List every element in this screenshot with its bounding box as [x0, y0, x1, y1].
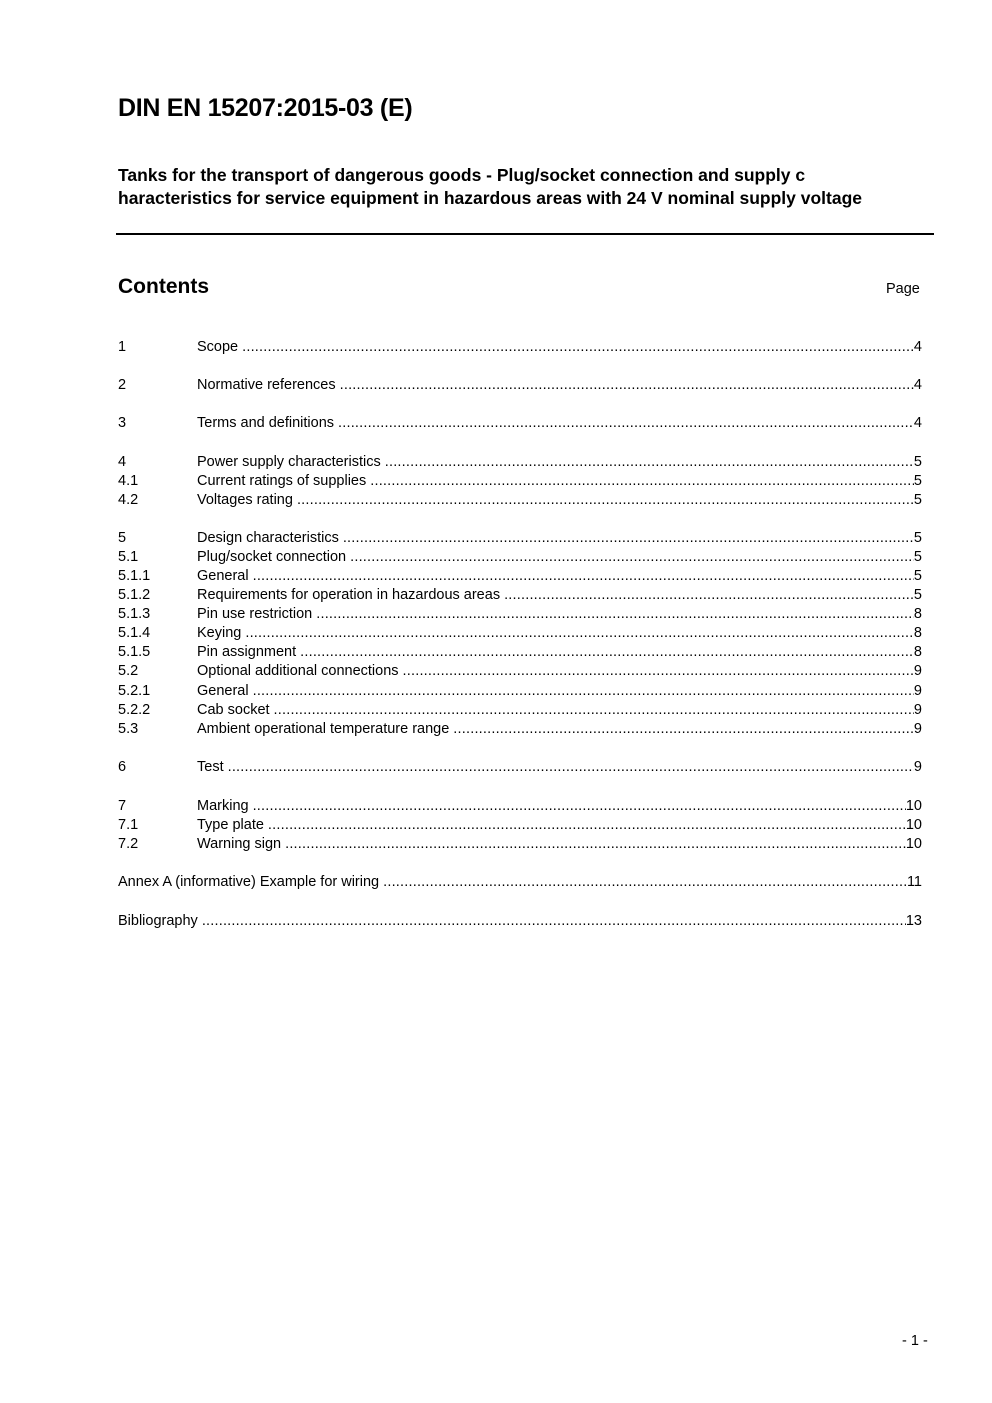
toc-dot-leader — [202, 913, 906, 929]
toc-entry-number: 7.1 — [118, 817, 139, 833]
toc-dot-leader — [370, 473, 914, 489]
toc-entry-title: Requirements for operation in hazardous areas — [197, 587, 501, 603]
toc-entry-number: 5 — [118, 530, 127, 546]
toc-entry-number: 5.1.2 — [118, 587, 151, 603]
toc-entry-title: Current ratings of supplies — [197, 473, 367, 489]
toc-dot-leader — [383, 874, 907, 890]
toc-entry-title: Plug/socket connection — [197, 549, 347, 565]
toc-entry[interactable] — [118, 644, 922, 663]
toc-entry[interactable] — [118, 492, 922, 511]
toc-dot-leader — [242, 339, 914, 355]
toc-entry-title: Cab socket — [197, 702, 270, 718]
toc-dot-leader — [274, 702, 914, 718]
toc-entry-page: 5 — [913, 568, 922, 584]
toc-entry[interactable] — [118, 606, 922, 625]
toc-dot-leader — [253, 568, 914, 584]
toc-entry-title: Keying — [197, 625, 242, 641]
toc-entry[interactable] — [118, 587, 922, 606]
toc-entry-number: 4 — [118, 454, 127, 470]
toc-entry-title: Pin assignment — [197, 644, 297, 660]
toc-entry[interactable] — [118, 683, 922, 702]
toc-entry-number: 5.1.5 — [118, 644, 151, 660]
toc-entry-number: 7 — [118, 798, 127, 814]
title-divider — [116, 233, 934, 235]
toc-entry-title: Design characteristics — [197, 530, 339, 546]
toc-entry[interactable] — [118, 759, 922, 778]
document-title: Tanks for the transport of dangerous goods - Plug/socket connection and supply c haracteristics for service equipment in hazardous areas with 24 V nominal supply voltage — [118, 165, 862, 208]
document-id: DIN EN 15207:2015-03 (E) — [118, 94, 413, 122]
toc-dot-leader — [350, 549, 914, 565]
toc-entry-page: 4 — [913, 415, 922, 431]
toc-dot-leader — [385, 454, 914, 470]
toc-entry-title: Annex A (informative) Example for wiring — [118, 874, 380, 890]
toc-entry-number: 2 — [118, 377, 127, 393]
toc-entry-title: Type plate — [197, 817, 264, 833]
toc-dot-leader — [338, 415, 914, 431]
toc-entry-number: 1 — [118, 339, 127, 355]
toc-entry-title: Bibliography — [118, 913, 198, 929]
toc-entry-page: 9 — [913, 663, 922, 679]
toc-entry[interactable] — [118, 625, 922, 644]
toc-entry-title: Optional additional connections — [197, 663, 399, 679]
toc-entry-title: Marking — [197, 798, 249, 814]
toc-dot-leader — [340, 377, 914, 393]
toc-entry[interactable] — [118, 817, 922, 836]
toc-entry[interactable] — [118, 454, 922, 473]
toc-entry-page: 5 — [913, 492, 922, 508]
toc-dot-leader — [316, 606, 914, 622]
toc-entry-title: Voltages rating — [197, 492, 293, 508]
toc-entry-page: 10 — [905, 836, 922, 852]
toc-entry-page: 10 — [905, 798, 922, 814]
toc-entry[interactable] — [118, 702, 922, 721]
toc-dot-leader — [343, 530, 914, 546]
toc-entry-number: 5.2 — [118, 663, 139, 679]
toc-entry-number: 5.1.3 — [118, 606, 151, 622]
toc-entry-page: 5 — [913, 454, 922, 470]
toc-entry[interactable] — [118, 530, 922, 549]
toc-entry-page: 9 — [913, 683, 922, 699]
toc-entry-page: 11 — [906, 874, 922, 890]
toc-entry[interactable] — [118, 339, 922, 358]
toc-entry-bibliography[interactable] — [118, 913, 922, 932]
toc-entry-page: 9 — [913, 759, 922, 775]
toc-entry-page: 5 — [913, 587, 922, 603]
toc-entry-number: 5.1.1 — [118, 568, 151, 584]
toc-entry-title: Pin use restriction — [197, 606, 313, 622]
toc-entry-title: Normative references — [197, 377, 336, 393]
toc-entry-page: 13 — [905, 913, 922, 929]
toc-dot-leader — [297, 492, 914, 508]
toc-dot-leader — [285, 836, 906, 852]
toc-entry-title: Ambient operational temperature range — [197, 721, 450, 737]
toc-dot-leader — [504, 587, 914, 603]
toc-entry[interactable] — [118, 836, 922, 855]
toc-entry-page: 8 — [913, 625, 922, 641]
contents-heading: Contents — [118, 275, 209, 298]
toc-entry-page: 5 — [913, 530, 922, 546]
toc-entry-number: 6 — [118, 759, 127, 775]
toc-entry-number: 4.2 — [118, 492, 139, 508]
toc-entry[interactable] — [118, 798, 922, 817]
toc-entry-annex[interactable] — [118, 874, 922, 893]
page-column-label: Page — [886, 281, 920, 297]
toc-entry[interactable] — [118, 721, 922, 740]
toc-dot-leader — [253, 683, 914, 699]
toc-entry-title: Test — [197, 759, 224, 775]
toc-entry-page: 9 — [913, 721, 922, 737]
toc-entry-number: 7.2 — [118, 836, 139, 852]
toc-entry-number: 5.3 — [118, 721, 139, 737]
toc-entry-page: 8 — [913, 606, 922, 622]
toc-entry-number: 5.2.1 — [118, 683, 151, 699]
toc-entry[interactable] — [118, 549, 922, 568]
toc-entry-title: General — [197, 568, 249, 584]
toc-entry-number: 5.2.2 — [118, 702, 151, 718]
toc-entry[interactable] — [118, 568, 922, 587]
toc-entry-page: 8 — [913, 644, 922, 660]
toc-entry-number: 4.1 — [118, 473, 139, 489]
toc-entry-title: Terms and definitions — [197, 415, 335, 431]
toc-entry-title: General — [197, 683, 249, 699]
toc-entry[interactable] — [118, 377, 922, 396]
toc-entry-page: 10 — [905, 817, 922, 833]
toc-entry[interactable] — [118, 415, 922, 434]
page-number: - 1 - — [902, 1333, 928, 1349]
toc-entry-title: Scope — [197, 339, 239, 355]
toc-entry-page: 4 — [913, 377, 922, 393]
toc-dot-leader — [228, 759, 914, 775]
toc-entry[interactable] — [118, 473, 922, 492]
toc-dot-leader — [253, 798, 906, 814]
toc-entry-title: Power supply characteristics — [197, 454, 381, 470]
toc-entry-title: Warning sign — [197, 836, 282, 852]
toc-entry-page: 5 — [913, 473, 922, 489]
toc-entry-number: 5.1.4 — [118, 625, 151, 641]
toc-dot-leader — [453, 721, 914, 737]
toc-entry-number: 5.1 — [118, 549, 139, 565]
toc-dot-leader — [300, 644, 914, 660]
toc-entry-page: 5 — [913, 549, 922, 565]
toc-dot-leader — [403, 663, 914, 679]
toc-entry[interactable] — [118, 663, 922, 682]
toc-dot-leader — [268, 817, 906, 833]
toc-entry-page: 9 — [913, 702, 922, 718]
toc-dot-leader — [245, 625, 914, 641]
toc-entry-page: 4 — [913, 339, 922, 355]
toc-entry-number: 3 — [118, 415, 127, 431]
